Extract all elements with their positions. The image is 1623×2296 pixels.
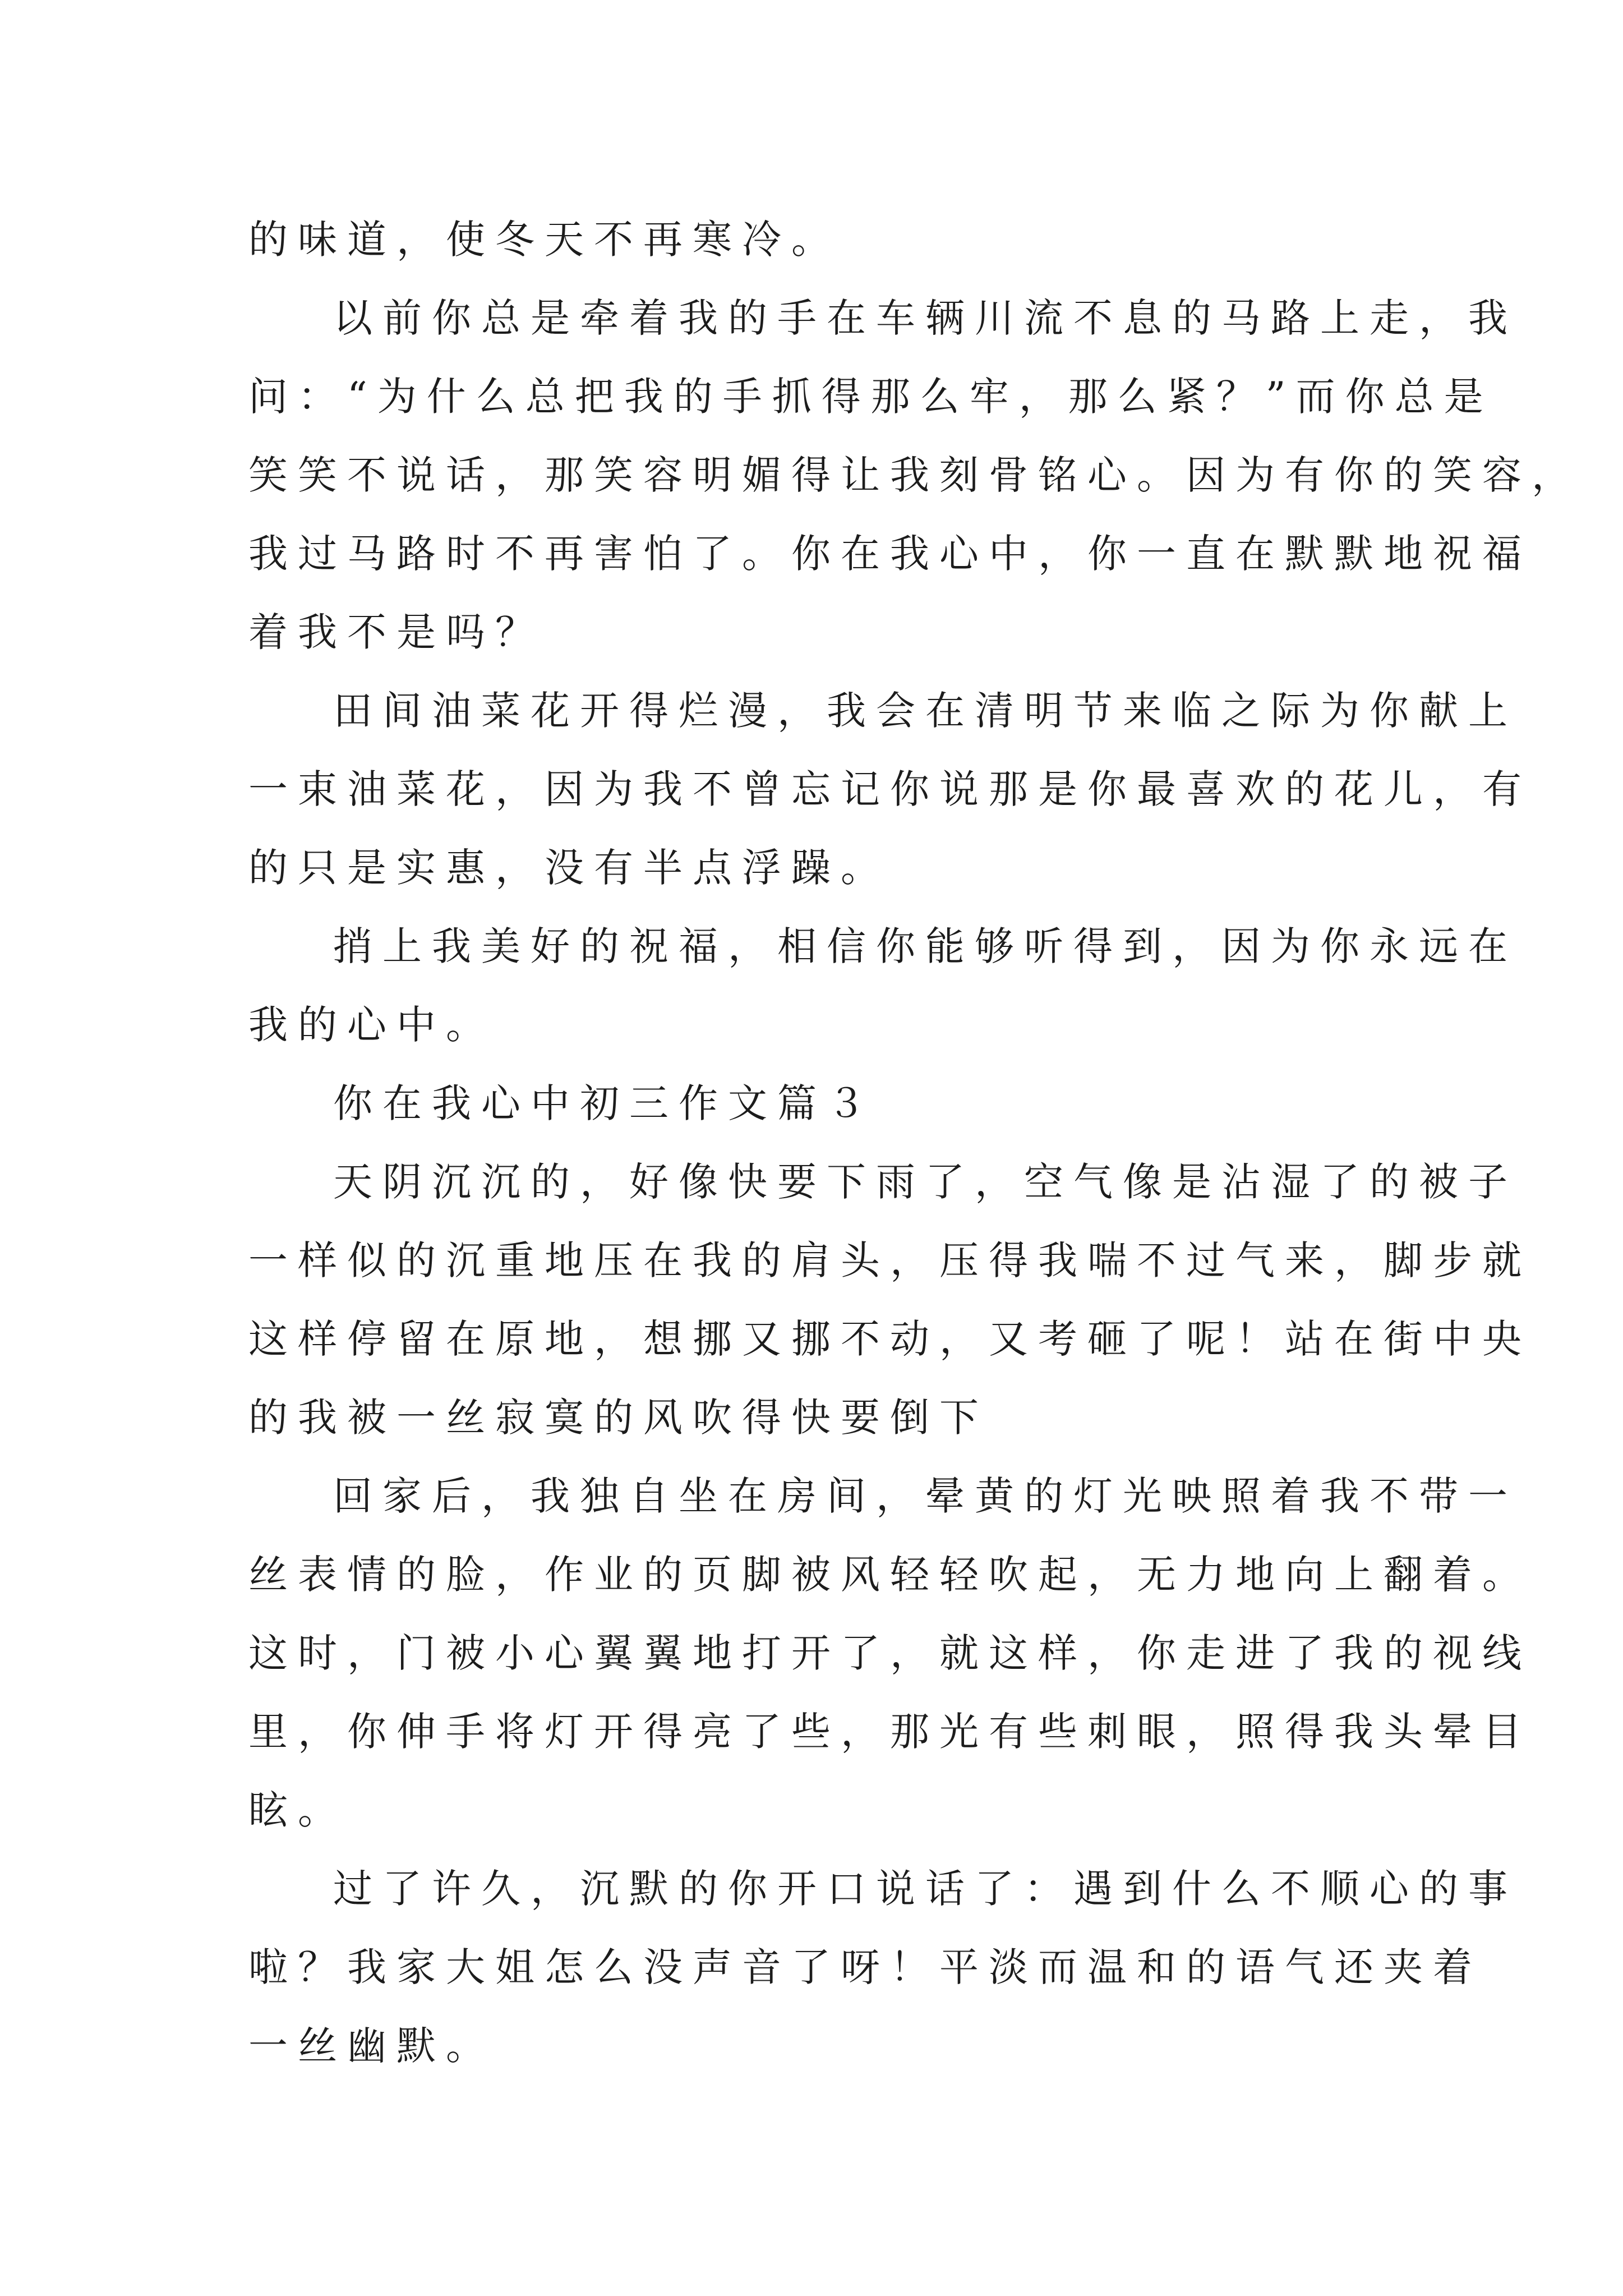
text-line: 一样似的沉重地压在我的肩头，压得我喘不过气来，脚步就: [248, 1237, 1532, 1283]
text-line: 这样停留在原地，想挪又挪不动，又考砸了呢！站在街中央: [248, 1316, 1532, 1362]
text-line: 的只是实惠，没有半点浮躁。: [248, 845, 890, 891]
paragraph-first-line: 田间油菜花开得烂漫，我会在清明节来临之际为你献上: [333, 688, 1518, 734]
text-line: 我的心中。: [248, 1002, 495, 1048]
paragraph-first-line: 过了许久，沉默的你开口说话了：遇到什么不顺心的事: [333, 1866, 1518, 1912]
text-line: 啦？我家大姐怎么没声音了呀！平淡而温和的语气还夹着: [248, 1944, 1482, 1990]
text-line: 的我被一丝寂寞的风吹得快要倒下: [248, 1395, 989, 1441]
text-line: 这时，门被小心翼翼地打开了，就这样，你走进了我的视线: [248, 1630, 1532, 1676]
text-line: 笑笑不说话，那笑容明媚得让我刻骨铭心。因为有你的笑容，: [248, 452, 1581, 498]
text-line: 丝表情的脸，作业的页脚被风轻轻吹起，无力地向上翻着。: [248, 1552, 1532, 1598]
text-line: 的味道，使冬天不再寒冷。: [248, 217, 841, 263]
paragraph-first-line: 以前你总是牵着我的手在车辆川流不息的马路上走，我: [333, 295, 1518, 341]
text-line: 着我不是吗？: [248, 609, 545, 655]
paragraph-first-line: 回家后，我独自坐在房间，晕黄的灯光映照着我不带一: [333, 1473, 1518, 1519]
text-line: 里，你伸手将灯开得亮了些，那光有些刺眼，照得我头晕目: [248, 1709, 1532, 1755]
paragraph-first-line: 捎上我美好的祝福，相信你能够听得到，因为你永远在: [333, 923, 1518, 969]
text-line: 问：“为什么总把我的手抓得那么牢，那么紧？”而你总是: [248, 374, 1493, 420]
text-line: 一束油菜花，因为我不曾忘记你说那是你最喜欢的花儿，有: [248, 766, 1532, 812]
text-line: 我过马路时不再害怕了。你在我心中，你一直在默默地祝福: [248, 531, 1532, 577]
text-line: 一丝幽默。: [248, 2023, 495, 2069]
text-line: 眩。: [248, 1787, 347, 1833]
section-heading: 你在我心中初三作文篇３: [333, 1080, 876, 1126]
paragraph-first-line: 天阴沉沉的，好像快要下雨了，空气像是沾湿了的被子: [333, 1159, 1518, 1205]
